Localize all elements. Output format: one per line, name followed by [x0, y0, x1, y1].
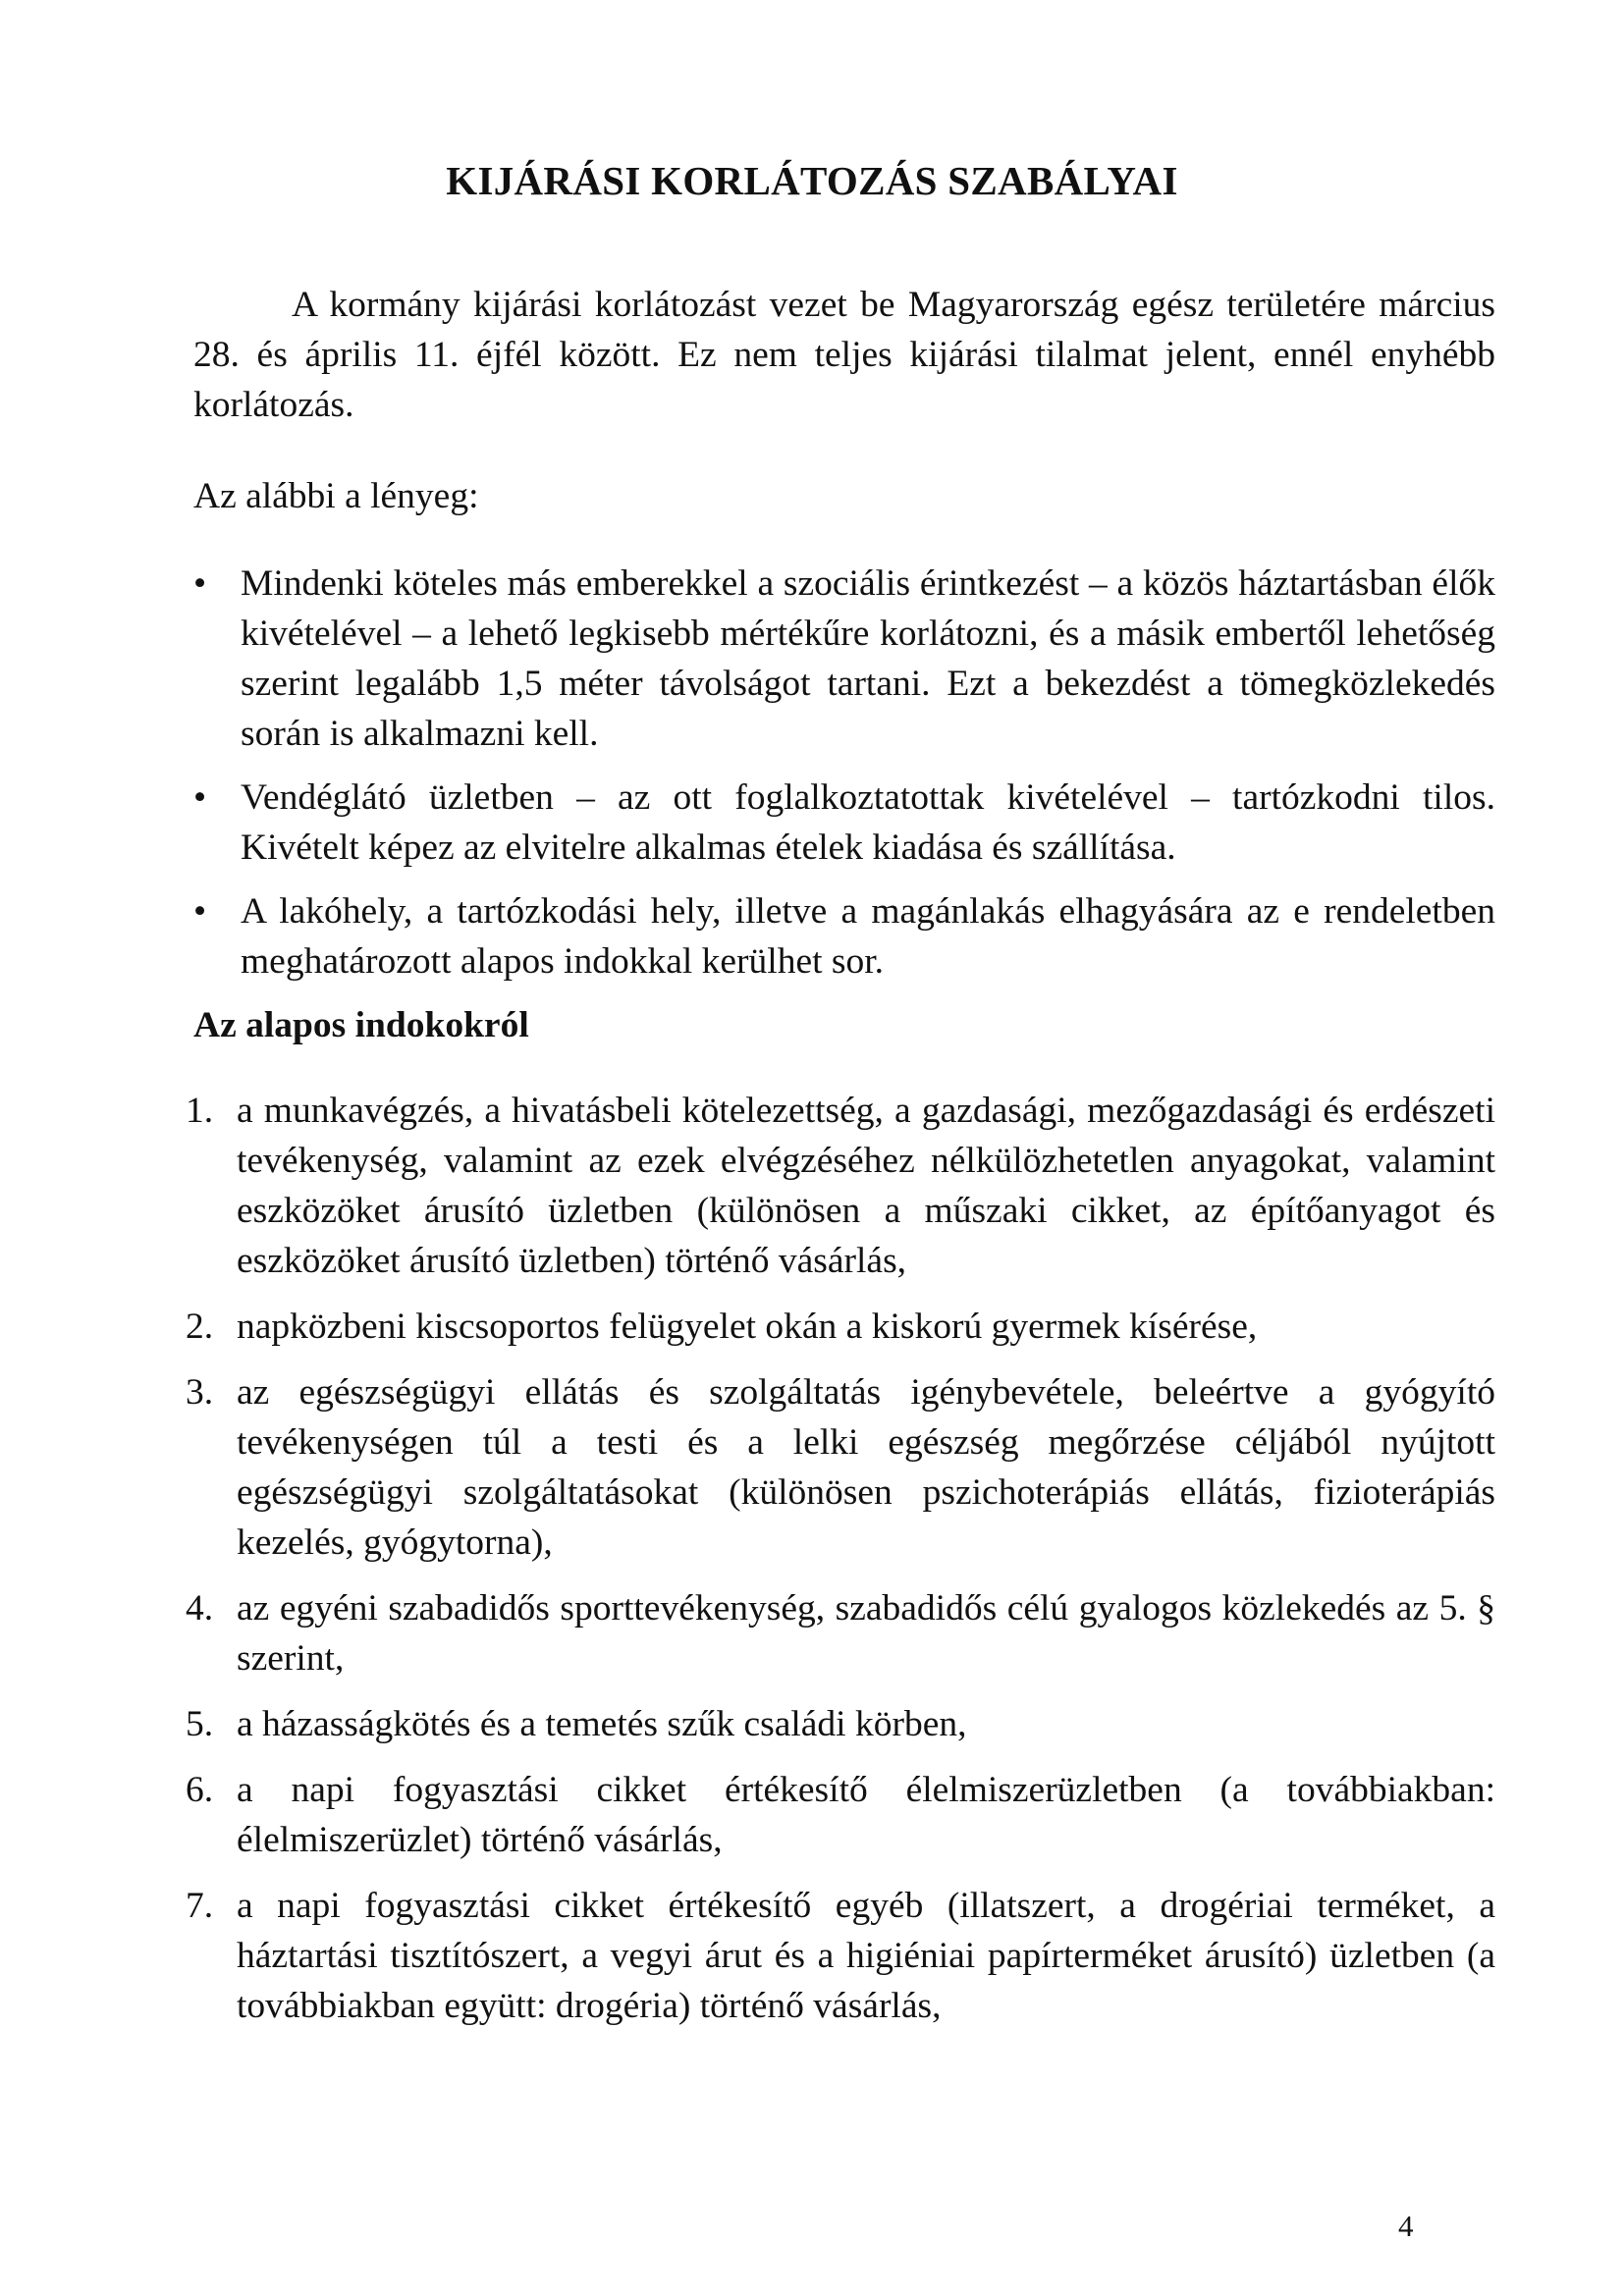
bullet-list — [193, 559, 1495, 987]
bullet-icon: • — [193, 563, 207, 604]
bullet-text: Vendéglátó üzletben – az ott foglalkoztatottak kivételével – tartózkodni tilos. Kivételt képez az elvitelre alkalmas ételek kiadása és szállítása. — [241, 777, 1495, 868]
reason-text: az egészségügyi ellátás és szolgáltatás igénybevétele, beleértve a gyógyító tevékenységen túl a testi és a lelki egészség megőrzése céljából nyújtott egészségügyi szolgáltatásokat (különösen pszichoterápiás ellátás, fizioterápiás kezelés, gyógytorna), — [237, 1372, 1495, 1563]
page-number: 4 — [1398, 2209, 1414, 2243]
reasons-list — [186, 1086, 1495, 2031]
intro-paragraph: A kormány kijárási korlátozást vezet be Magyarország egész területére március 28. és április 11. éjfél között. Ez nem teljes kijárási tilalmat jelent, ennél enyhébb korlátozás. — [193, 285, 1495, 425]
reason-item — [186, 1881, 1495, 2031]
reason-item — [186, 1367, 1495, 1568]
reason-item — [186, 1086, 1495, 1286]
bullet-text: Mindenki köteles más emberekkel a szociális érintkezést – a közös háztartásban élők kivételével – a lehető legkisebb mértékűre korlátozni, és a másik embertől lehetőség szerint legalább 1,5 méter távolságot tartani. Ezt a bekezdést a tömegközlekedés során is alkalmazni kell. — [241, 563, 1495, 754]
reason-number: 4. — [186, 1588, 214, 1629]
page-title: KIJÁRÁSI KORLÁTOZÁS SZABÁLYAI — [446, 158, 1178, 203]
bullet-item — [193, 886, 1495, 987]
reason-text: a napi fogyasztási cikket értékesítő élelmiszerüzletben (a továbbiakban: élelmiszerüzlet) történő vásárlás, — [237, 1770, 1495, 1860]
reason-text: a házasságkötés és a temetés szűk családi körben, — [237, 1704, 967, 1744]
reason-item — [186, 1699, 1495, 1749]
reason-number: 5. — [186, 1704, 214, 1744]
reason-number: 6. — [186, 1770, 214, 1810]
reason-text: a munkavégzés, a hivatásbeli kötelezettség, a gazdasági, mezőgazdasági és erdészeti tevékenység, valamint az ezek elvégzéséhez nélkülözhetetlen anyagokat, valamint eszközöket árusító üzletben (különösen a műszaki cikket, az építőanyagot és eszközöket árusító üzletben) történő vásárlás, — [237, 1091, 1495, 1281]
reason-number: 7. — [186, 1886, 214, 1926]
reason-item — [186, 1302, 1495, 1352]
bullet-icon: • — [193, 777, 207, 818]
reason-number: 3. — [186, 1372, 214, 1413]
section-heading: Az alapos indokokról — [193, 1005, 529, 1045]
reason-number: 2. — [186, 1307, 214, 1347]
bullet-text: A lakóhely, a tartózkodási hely, illetve a magánlakás elhagyására az e rendeletben meghatározott alapos indokkal kerülhet sor. — [241, 891, 1495, 982]
reason-item — [186, 1765, 1495, 1865]
lead-line: Az alábbi a lényeg: — [193, 476, 479, 516]
reason-text: az egyéni szabadidős sporttevékenység, szabadidős célú gyalogos közlekedés az 5. § szerint, — [237, 1588, 1495, 1679]
document-body — [186, 280, 1495, 2047]
reason-text: a napi fogyasztási cikket értékesítő egyéb (illatszert, a drogériai terméket, a háztartási tisztítószert, a vegyi árut és a higiéniai papírterméket árusító) üzletben (a továbbiakban együtt: drogéria) történő vásárlás, — [237, 1886, 1495, 2026]
reason-number: 1. — [186, 1091, 214, 1131]
reason-text: napközbeni kiscsoportos felügyelet okán a kiskorú gyermek kísérése, — [237, 1307, 1258, 1347]
bullet-icon: • — [193, 891, 207, 932]
bullet-item — [193, 773, 1495, 873]
reason-item — [186, 1583, 1495, 1683]
bullet-item — [193, 559, 1495, 759]
